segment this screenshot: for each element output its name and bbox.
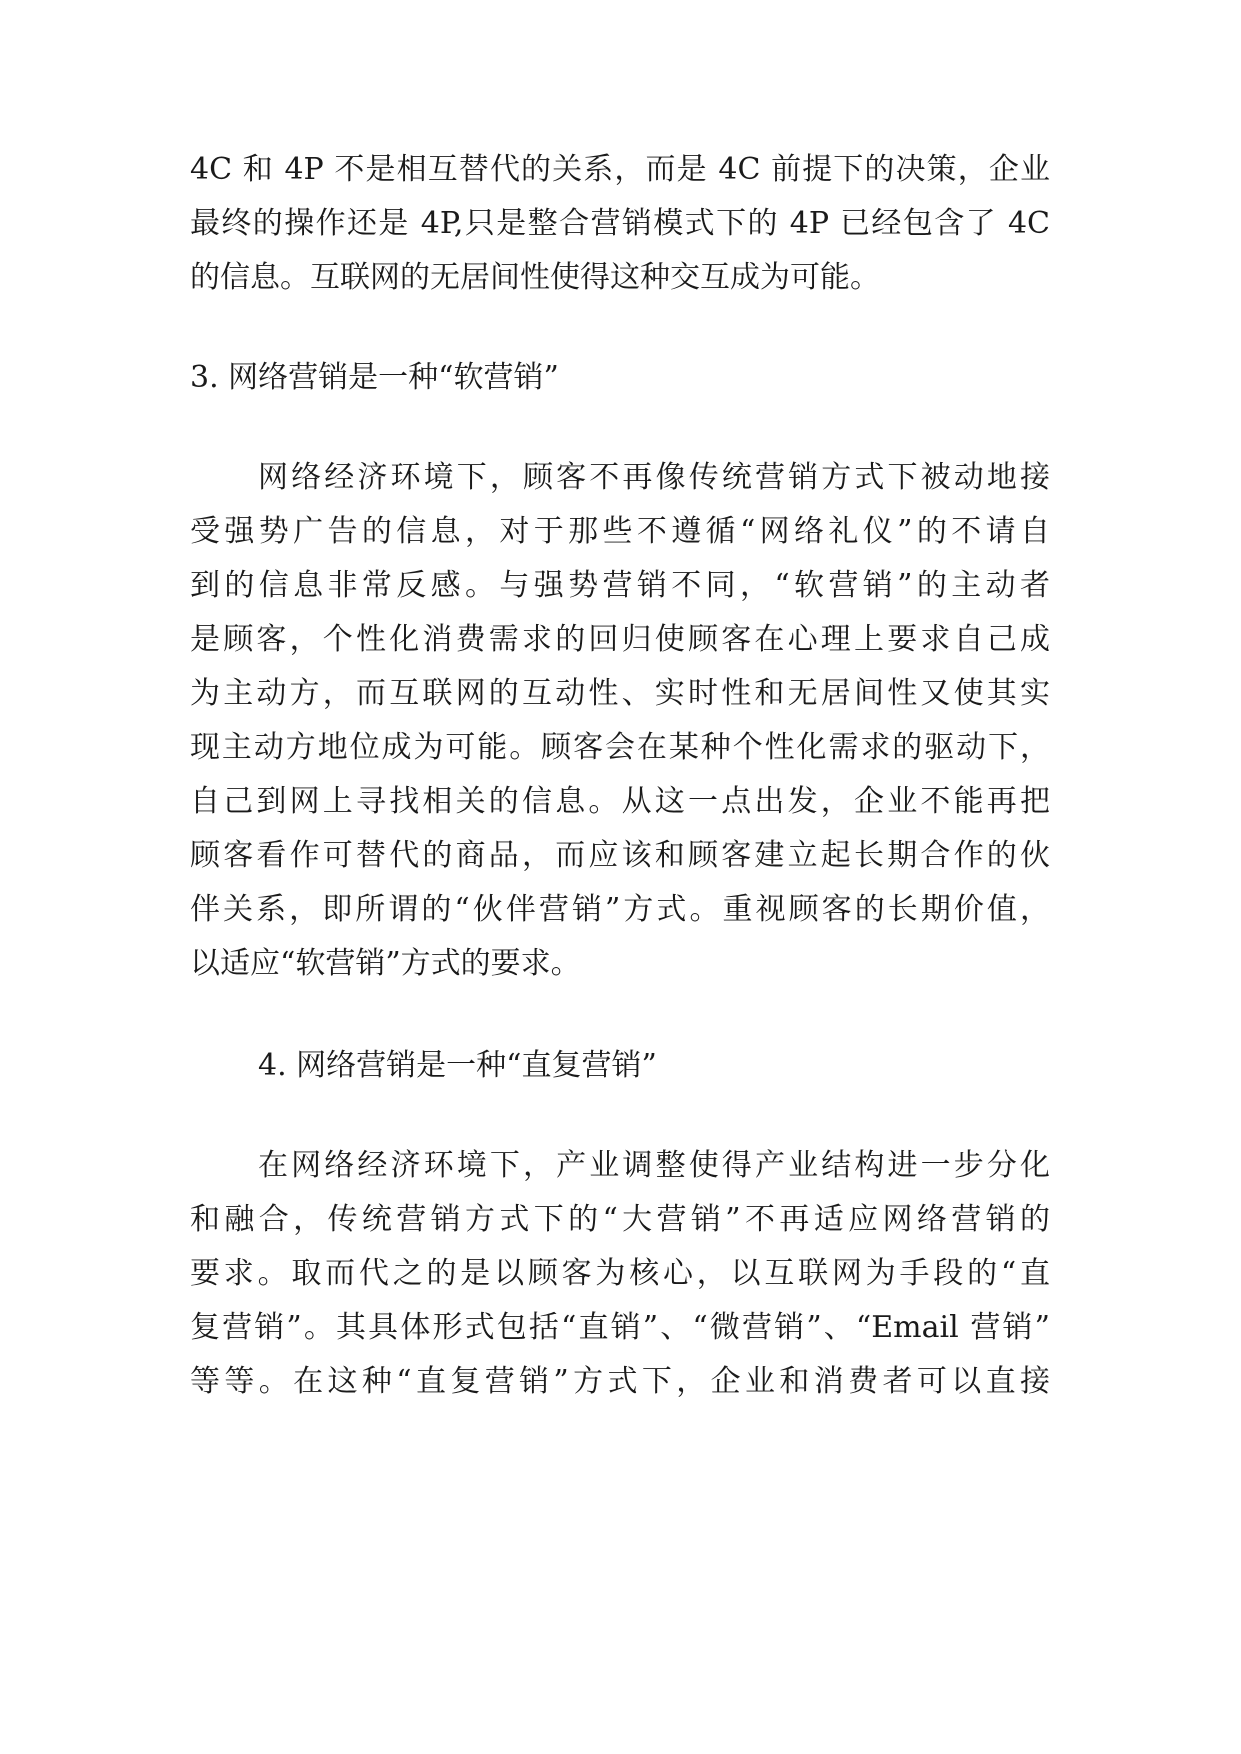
paragraph-2-line-4: 是顾客，个性化消费需求的回归使顾客在心理上要求自己成 — [190, 622, 1050, 657]
paragraph-1-line-2: 最终的操作还是 4P,只是整合营销模式下的 4P 已经包含了 4C — [190, 206, 1050, 241]
paragraph-2-line-7: 自己到网上寻找相关的信息。从这一点出发，企业不能再把 — [190, 784, 1050, 819]
paragraph-1-line-1: 4C 和 4P 不是相互替代的关系，而是 4C 前提下的决策，企业 — [190, 152, 1050, 187]
paragraph-2-line-8: 顾客看作可替代的商品，而应该和顾客建立起长期合作的伙 — [190, 838, 1050, 873]
paragraph-3-line-5: 等等。在这种“直复营销”方式下，企业和消费者可以直接 — [190, 1364, 1050, 1399]
paragraph-2-line-5: 为主动方，而互联网的互动性、实时性和无居间性又使其实 — [190, 676, 1050, 711]
paragraph-1-line-3: 的信息。互联网的无居间性使得这种交互成为可能。 — [190, 260, 880, 295]
paragraph-2-line-2: 受强势广告的信息，对于那些不遵循“网络礼仪”的不请自 — [190, 514, 1050, 549]
paragraph-2-line-6: 现主动方地位成为可能。顾客会在某种个性化需求的驱动下， — [190, 730, 1050, 765]
paragraph-2-line-3: 到的信息非常反感。与强势营销不同，“软营销”的主动者 — [190, 568, 1050, 603]
section-heading-3: 3. 网络营销是一种“软营销” — [190, 360, 559, 395]
paragraph-3-line-1: 在网络经济环境下，产业调整使得产业结构进一步分化 — [258, 1148, 1050, 1183]
section-heading-4: 4. 网络营销是一种“直复营销” — [258, 1048, 657, 1083]
paragraph-3-line-2: 和融合，传统营销方式下的“大营销”不再适应网络营销的 — [190, 1202, 1050, 1237]
paragraph-2-line-9: 伴关系，即所谓的“伙伴营销”方式。重视顾客的长期价值， — [190, 892, 1050, 927]
paragraph-2-line-1: 网络经济环境下，顾客不再像传统营销方式下被动地接 — [258, 460, 1050, 495]
paragraph-2-line-10: 以适应“软营销”方式的要求。 — [190, 946, 581, 981]
paragraph-3-line-3: 要求。取而代之的是以顾客为核心，以互联网为手段的“直 — [190, 1256, 1050, 1291]
paragraph-3-line-4: 复营销”。其具体形式包括“直销”、“微营销”、“Email 营销” — [190, 1310, 1050, 1345]
